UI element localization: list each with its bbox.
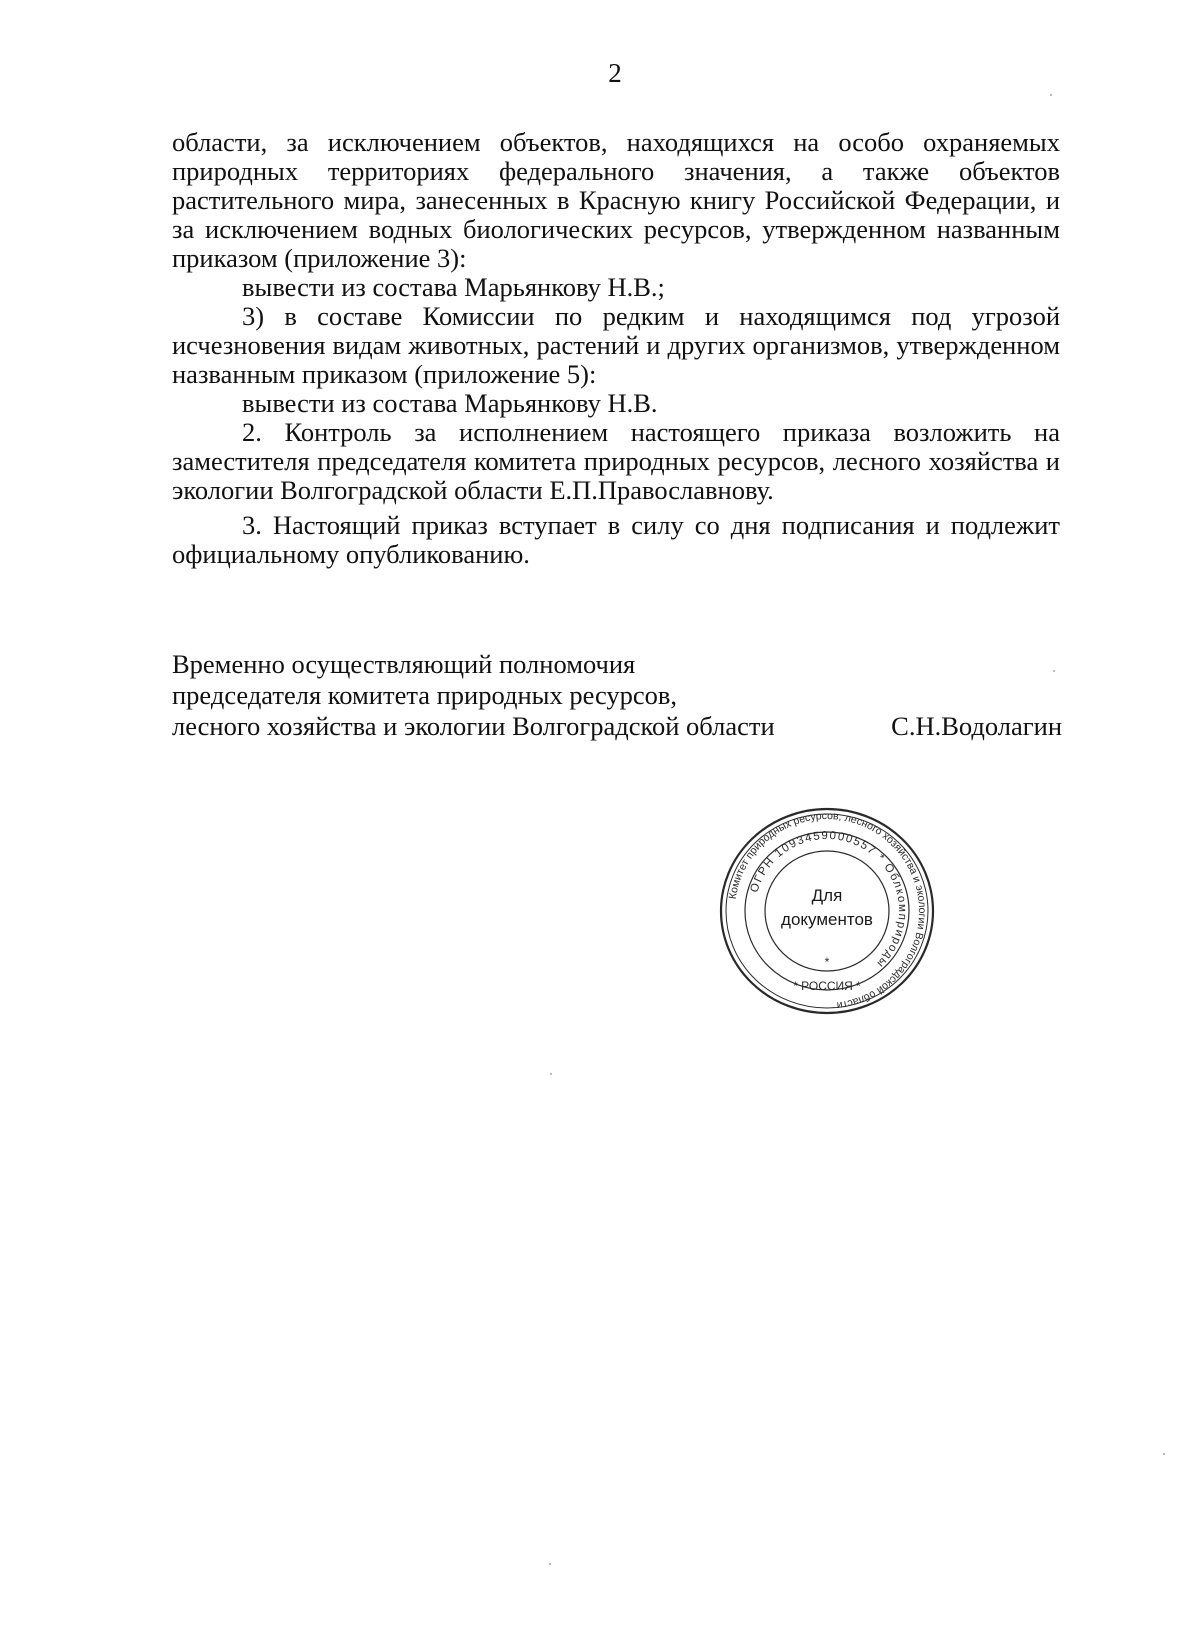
seal-center-text (717, 884, 937, 932)
scan-speck (550, 1073, 552, 1075)
svg-text:*: * (824, 955, 830, 969)
paragraph-continuation: области, за исключением объектов, находящихся на особо охраняемых природных территориях федерального значения, а также объектов растительного мира, занесенных в Красную книгу Российской Федерации, и за исключением водных биологических ресурсов, утвержденном названным приказом (приложение 3): (172, 127, 1060, 273)
paragraph-point-3: 3. Настоящий приказ вступает в силу со дня подписания и подлежит официальному опубликованию. (172, 510, 1060, 569)
paragraph-remove-member-2: вывести из состава Марьянкову Н.В. (242, 388, 658, 418)
scan-speck (1050, 94, 1052, 96)
seal-inner-text: ОГРН 1093459000557 * Облкомприроды (748, 829, 909, 971)
scan-speck (1053, 670, 1055, 672)
seal-center-line-2: документов (781, 910, 873, 929)
seal-outer-text: Комитет природных ресурсов, лесного хозяйства и экологии Волгоградской области (726, 809, 929, 1012)
signature-block (172, 649, 1062, 742)
signer-title-line-2: председателя комитета природных ресурсов, (172, 680, 678, 710)
signer-title-line-3: лесного хозяйства и экологии Волгоградской области (172, 711, 775, 741)
scan-speck (1163, 1453, 1165, 1455)
seal-country-text: * РОССИЯ * (793, 979, 861, 993)
official-seal (717, 806, 937, 1016)
signer-title-line-1: Временно осуществляющий полномочия (172, 649, 636, 679)
signer-title-row (172, 711, 1062, 742)
paragraph-remove-member-1: вывести из состава Марьянкову Н.В.; (242, 272, 665, 302)
signer-name: С.Н.Водолагин (891, 711, 1062, 741)
paragraph-point-2: 2. Контроль за исполнением настоящего приказа возложить на заместителя председателя комитета природных ресурсов, лесного хозяйства и экологии Волгоградской области Е.П.Православнову. (172, 417, 1060, 505)
paragraph-item-3: 3) в составе Комиссии по редким и находящимся под угрозой исчезновения видам животных, растений и других организмов, утвержденном названным приказом (приложение 5): (172, 301, 1060, 389)
scan-speck (549, 1563, 551, 1565)
document-body (172, 128, 1060, 569)
seal-center-line-1: Для (811, 886, 843, 905)
page-number: 2 (608, 58, 622, 88)
